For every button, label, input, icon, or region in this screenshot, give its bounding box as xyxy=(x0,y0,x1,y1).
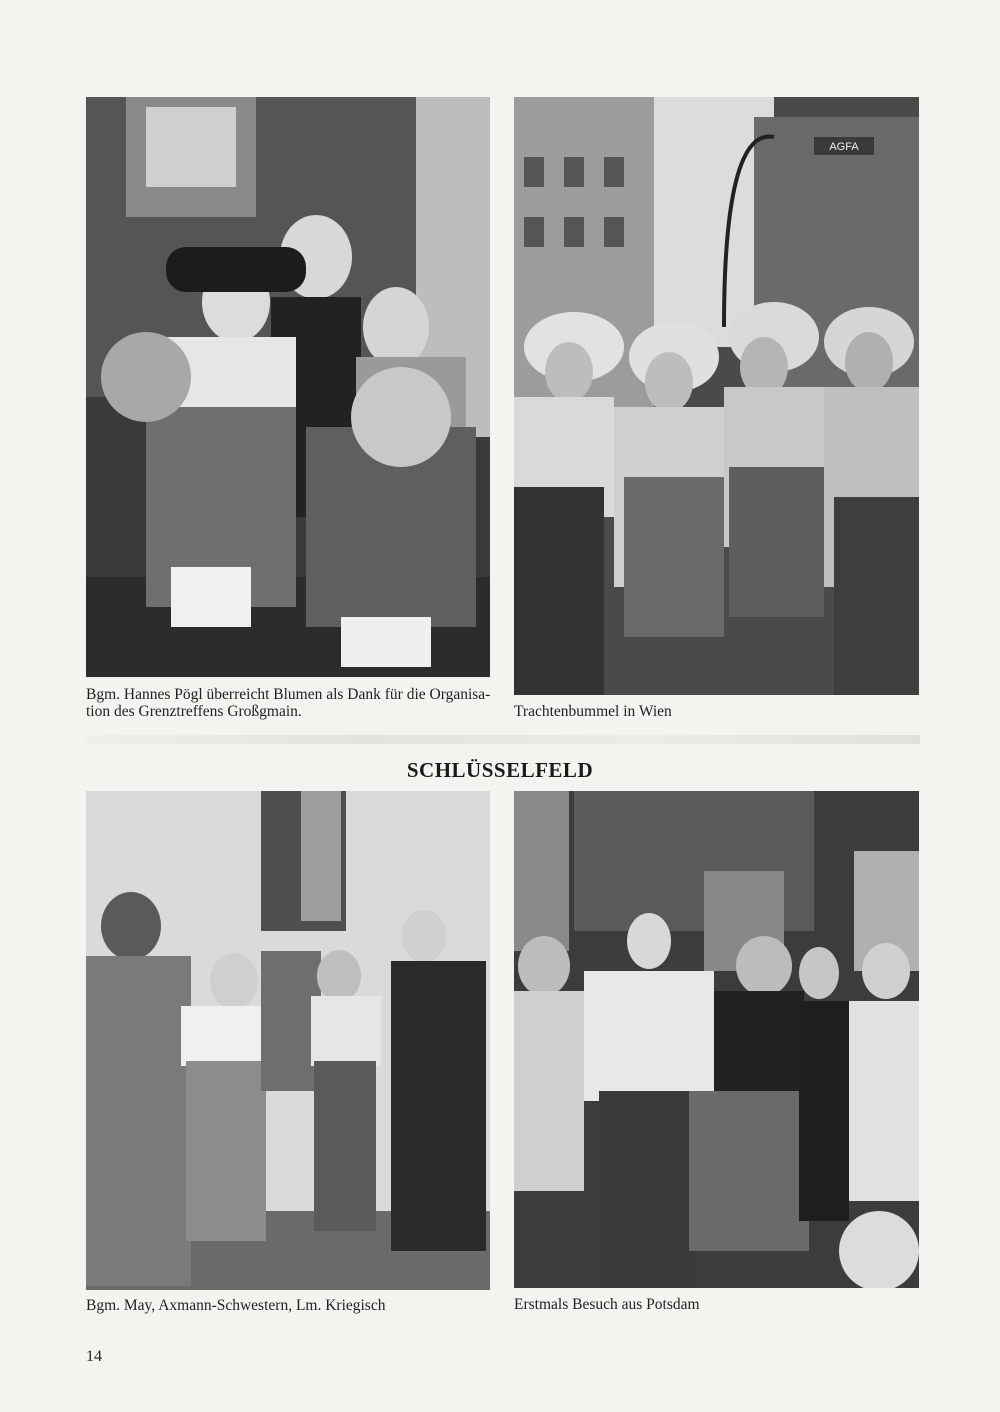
photo-trachtenbummel-wien xyxy=(514,97,919,695)
caption-bgm-may xyxy=(86,1297,490,1314)
caption-grenztreffen xyxy=(86,686,496,720)
caption-line: Bgm. Hannes Pögl überreicht Blumen als Dank für die Organisa- xyxy=(86,686,491,703)
photo-besuch-potsdam xyxy=(514,791,919,1288)
agfa-sign: AGFA xyxy=(829,141,859,153)
page-number: 14 xyxy=(86,1348,102,1365)
caption-line: tion des Grenztreffens Großgmain. xyxy=(86,703,302,720)
caption-trachtenbummel xyxy=(514,703,919,720)
caption-line: Bgm. May, Axmann-Schwestern, Lm. Kriegisch xyxy=(86,1297,386,1314)
caption-line: Erstmals Besuch aus Potsdam xyxy=(514,1296,700,1313)
section-heading: SCHLÜSSELFELD xyxy=(406,758,594,782)
photo-grenztreffen-flowers xyxy=(86,97,490,677)
section-divider xyxy=(86,735,920,744)
caption-line: Trachtenbummel in Wien xyxy=(514,703,672,720)
caption-potsdam xyxy=(514,1296,919,1313)
photo-bgm-may-axmann xyxy=(86,791,490,1290)
